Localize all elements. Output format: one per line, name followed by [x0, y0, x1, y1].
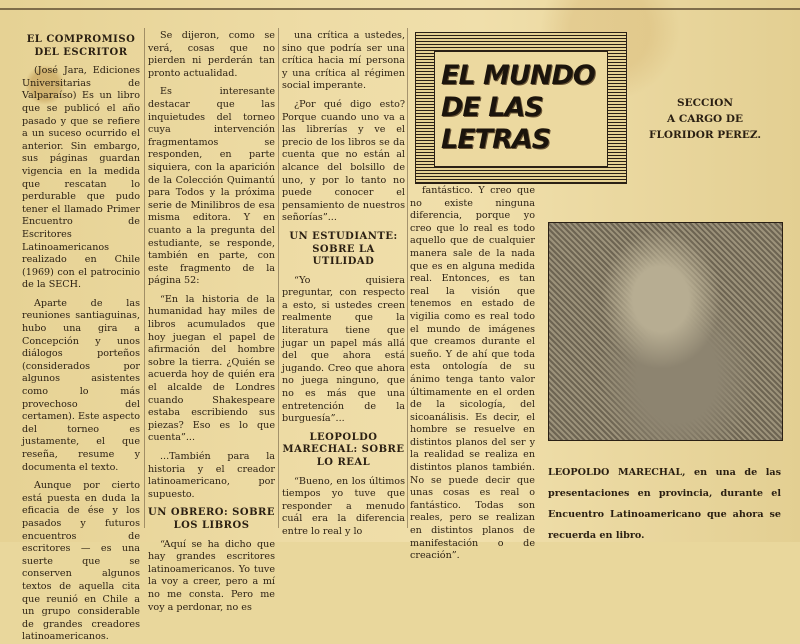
- section-credit: [630, 95, 780, 143]
- section-masthead: [415, 32, 627, 184]
- column-1: [22, 30, 140, 643]
- column-divider: [144, 28, 145, 528]
- col2-paragraph: Es interesante destacar que las inquietudes del torneo cuya intervención fragmentamos se responden, en parte siquiera, con la aparición de la Colección Quimantú para Todos y la próxima serie de Minilibros de esa misma editora. Y en cuanto a la pregunta del estudiante, se responde, también en parte, con este fragmento de la página 52:: [148, 86, 275, 287]
- col4-paragraph: fantástico. Y creo que no existe ninguna diferencia, porque yo creo que lo real es todo aquello que de cualquier manera sale de la nada que es en alguna medida real. Entonces, es tan real la visión que tenemos en estado de vigilia como es real todo el mundo de imágenes que creamos durante el sueño. Y de ahí que toda esta ontología de su ánimo tenga tanto valor últimamente en el orden de la sicología, del sicoanálisis. Es decir, el hombre se resuelve en distintos planos del ser y la realidad se realiza en distintos planos también. No se puede decir que unas cosas es real o fantástico. Todas son reales, pero se realizan en distintos planos de manifestación o de creación”.: [410, 185, 535, 562]
- column-2: [148, 30, 275, 613]
- col1-paragraph: Aparte de las reuniones santiaguinas, hubo una gira a Concepción y unos diálogos porteños (considerados por algunos asistentes como lo más provechoso del certamen). Este aspecto del torneo es justamente, el que reseña, resume y documenta el texto.: [22, 297, 140, 473]
- column-divider: [278, 28, 279, 528]
- portrait-photo: [548, 222, 783, 441]
- column-divider: [407, 28, 408, 528]
- col3-paragraph: una crítica a ustedes, sino que podría ser una crítica hacia mí persona y una crítica al régimen social imperante.: [282, 30, 405, 92]
- masthead-panel: [434, 51, 608, 167]
- article-heading: EL COMPROMISO DEL ESCRITOR: [26, 34, 136, 58]
- col3-paragraph: “Bueno, en los últimos tiempos yo tuve que responder a menudo cuál era la diferencia entre lo real y lo: [282, 475, 405, 537]
- col2-paragraph: Se dijeron, como se verá, cosas que no pierden ni perderán tan pronto actualidad.: [148, 30, 275, 79]
- column-4: [410, 185, 535, 562]
- col2-paragraph: “En la historia de la humanidad hay miles de libros acumulados que hoy juegan el papel de afirmación del hombre sobre la tierra. ¿Quién se acuerda hoy de quién era el alcalde de Londres cuando Shakespeare estaba escribiendo sus piezas? Eso es lo que cuenta”...: [148, 293, 275, 444]
- section-editor: FLORIDOR PEREZ.: [648, 129, 762, 141]
- col3-paragraph: “Yo quisiera preguntar, con respecto a esto, si ustedes creen realmente que la literatura tiene que jugar un papel más allá del que ahora está jugando. Creo que ahora no juega ninguno, que no es más que una entretención de la burguesía”...: [282, 274, 405, 425]
- top-rule: [0, 8, 800, 10]
- col2-paragraph: ...También para la historia y el creador latinoamericano, por supuesto.: [148, 451, 275, 500]
- col1-paragraph: Aunque por cierto está puesta en duda la eficacia de ése y los pasados y futuros encuentros de escritores — es una suerte que se conserven algunos textos de aquella cita que reunió en Chile a un grupo considerable de grandes creadores latinoamericanos.: [22, 480, 140, 643]
- photo-caption: LEOPOLDO MARECHAL, en una de las presentaciones en provincia, durante el Encuentro Latinoamericano que ahora se recuerda en libro.: [548, 467, 781, 541]
- section-label: SECCION: [677, 97, 733, 109]
- column-3: [282, 30, 405, 535]
- subheading-marechal: LEOPOLDO MARECHAL: SOBRE LO REAL: [282, 431, 405, 468]
- subheading-estudiante: UN ESTUDIANTE: SOBRE LA UTILIDAD: [289, 230, 398, 268]
- subheading-obrero: UN OBRERO: SOBRE LOS LIBROS: [148, 507, 275, 531]
- section-by: A CARGO DE: [667, 113, 743, 125]
- col2-paragraph: “Aquí se ha dicho que hay grandes escritores latinoamericanos. Yo tuve la voy a creer, pero a mí no me consta. Pero me voy a perdonar, no es: [148, 538, 275, 613]
- masthead-title: EL MUNDO DE LAS LETRAS: [441, 60, 595, 155]
- col1-paragraph: (José Jara, Ediciones Universitarias de Valparaíso) Es un libro que se publicó el año pasado y que se refiere a un suceso ocurrido el anterior. Sin embargo, sus páginas guardan vigencia en la medida que rescatan lo perdurable que pudo tener el llamado Primer Encuentro de Escritores Latinoamericanos realizado en Chile (1969) con el patrocinio de la SECH.: [22, 65, 140, 291]
- col3-paragraph: ¿Por qué digo esto? Porque cuando uno va a las librerías y ve el precio de los libros se da cuenta que no están al alcance del bolsillo de uno, y por lo tanto no puede conocer el pensamiento de nuestros señorías”...: [282, 98, 405, 224]
